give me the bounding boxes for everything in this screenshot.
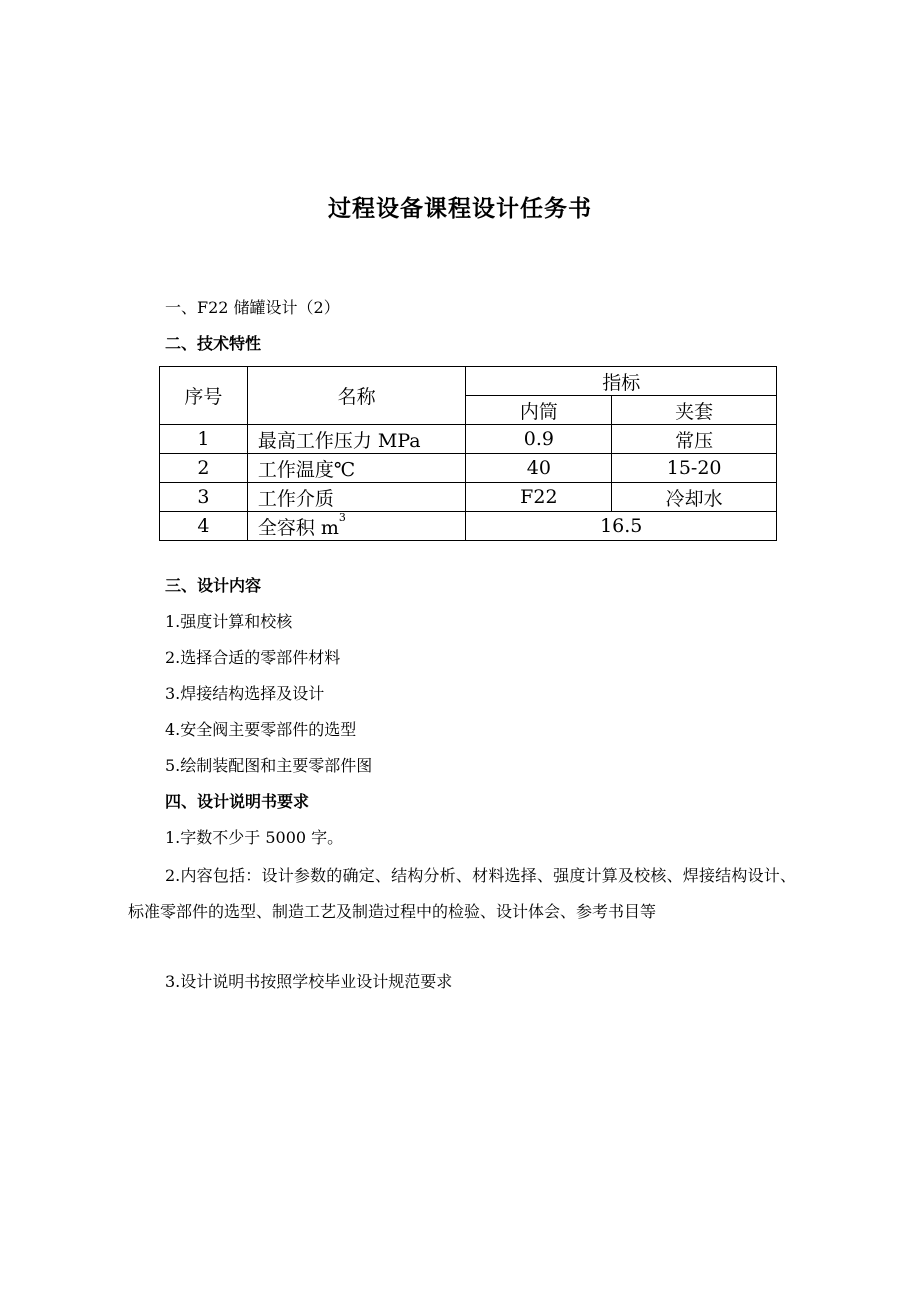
section-4-heading: 四、设计说明书要求 (165, 792, 310, 811)
unit-superscript: 3 (338, 510, 346, 524)
row-name: 工作介质 (247, 483, 466, 512)
header-inner: 内筒 (466, 396, 612, 425)
row-index: 2 (160, 454, 248, 483)
row-inner: F22 (466, 483, 612, 512)
design-item: 3.焊接结构选择及设计 (165, 684, 325, 703)
technical-spec-table (159, 366, 777, 541)
row-value: 16.5 (466, 512, 777, 541)
header-name: 名称 (247, 367, 466, 425)
header-index: 序号 (160, 367, 248, 425)
table-row (160, 483, 777, 512)
header-indicator: 指标 (466, 367, 777, 396)
table-row (160, 425, 777, 454)
table-row (160, 454, 777, 483)
document-title: 过程设备课程设计任务书 (328, 196, 592, 222)
row-name (247, 512, 466, 541)
row-index: 4 (160, 512, 248, 541)
design-item: 2.选择合适的零部件材料 (165, 648, 341, 667)
table-header-row (160, 367, 777, 396)
design-item: 5.绘制装配图和主要零部件图 (165, 756, 373, 775)
row-name: 最高工作压力 MPa (247, 425, 466, 454)
row-jacket: 15-20 (612, 454, 777, 483)
requirement-item: 3.设计说明书按照学校毕业设计规范要求 (165, 972, 453, 991)
row-index: 1 (160, 425, 248, 454)
table-row (160, 512, 777, 541)
row-inner: 0.9 (466, 425, 612, 454)
header-jacket: 夹套 (612, 396, 777, 425)
requirement-paragraph: 2.内容包括：设计参数的确定、结构分析、材料选择、强度计算及校核、焊接结构设计、标准零部件的选型、制造工艺及制造过程中的检验、设计体会、参考书目等 (128, 866, 796, 921)
row-jacket: 常压 (612, 425, 777, 454)
row-name: 工作温度℃ (247, 454, 466, 483)
row-name-text: 全容积 m (257, 516, 339, 539)
requirement-item: 1.字数不少于 5000 字。 (165, 828, 344, 847)
design-item: 1.强度计算和校核 (165, 612, 293, 631)
section-2-heading: 二、技术特性 (165, 334, 262, 353)
section-1-heading: 一、F22 储罐设计（2） (165, 298, 340, 317)
row-inner: 40 (466, 454, 612, 483)
row-index: 3 (160, 483, 248, 512)
design-item: 4.安全阀主要零部件的选型 (165, 720, 357, 739)
row-jacket: 冷却水 (612, 483, 777, 512)
section-3-heading: 三、设计内容 (165, 576, 262, 595)
